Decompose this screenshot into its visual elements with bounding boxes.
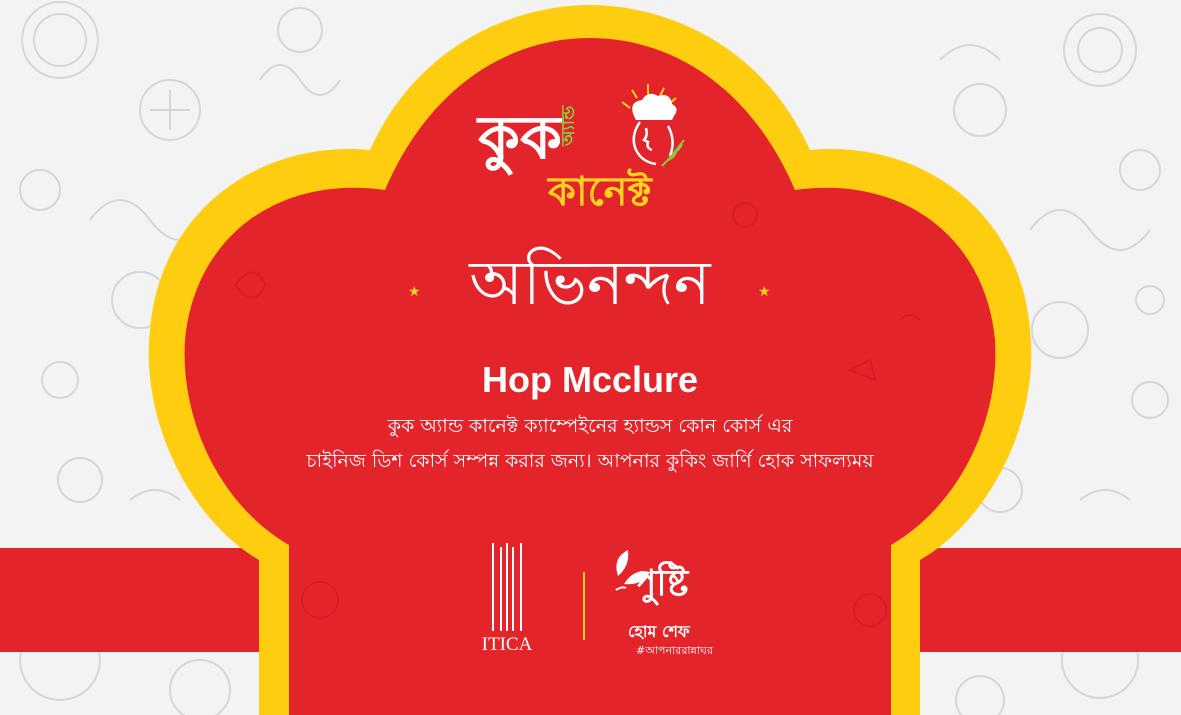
pushti-hashtag: #আপনারর‍ান্নাঘর: [636, 644, 713, 657]
star-icon-left: ★: [408, 284, 421, 300]
recipient-name: Hop Mcclure: [481, 359, 699, 400]
star-icon-right: ★: [758, 284, 771, 300]
itica-logo-label: ITICA: [481, 634, 533, 655]
logo-connect-text: কানেক্ট: [548, 169, 652, 215]
logo-cook-text: কুক: [478, 103, 562, 173]
itica-lines-icon: [477, 543, 537, 633]
pushti-brand-text: পুষ্টি: [632, 563, 689, 604]
chef-woman-icon: [612, 82, 692, 172]
logo-and-text: অ্যান্ড: [558, 105, 579, 146]
sponsor-divider: [583, 572, 585, 640]
description-line-1: কুক অ্যান্ড কানেক্ট ক্যাম্পেইনের হ্যান্ডস কোন কোর্স এর: [387, 415, 793, 437]
description-line-2: চাইনিজ ডিশ কোর্স সম্পন্ন করার জন্য। আপনার কুকিং জার্ণি হোক সাফল্যময়: [306, 450, 874, 472]
pushti-subtitle: হোম শেফ: [628, 622, 690, 641]
congratulations-heading: অভিনন্দন: [469, 246, 711, 319]
